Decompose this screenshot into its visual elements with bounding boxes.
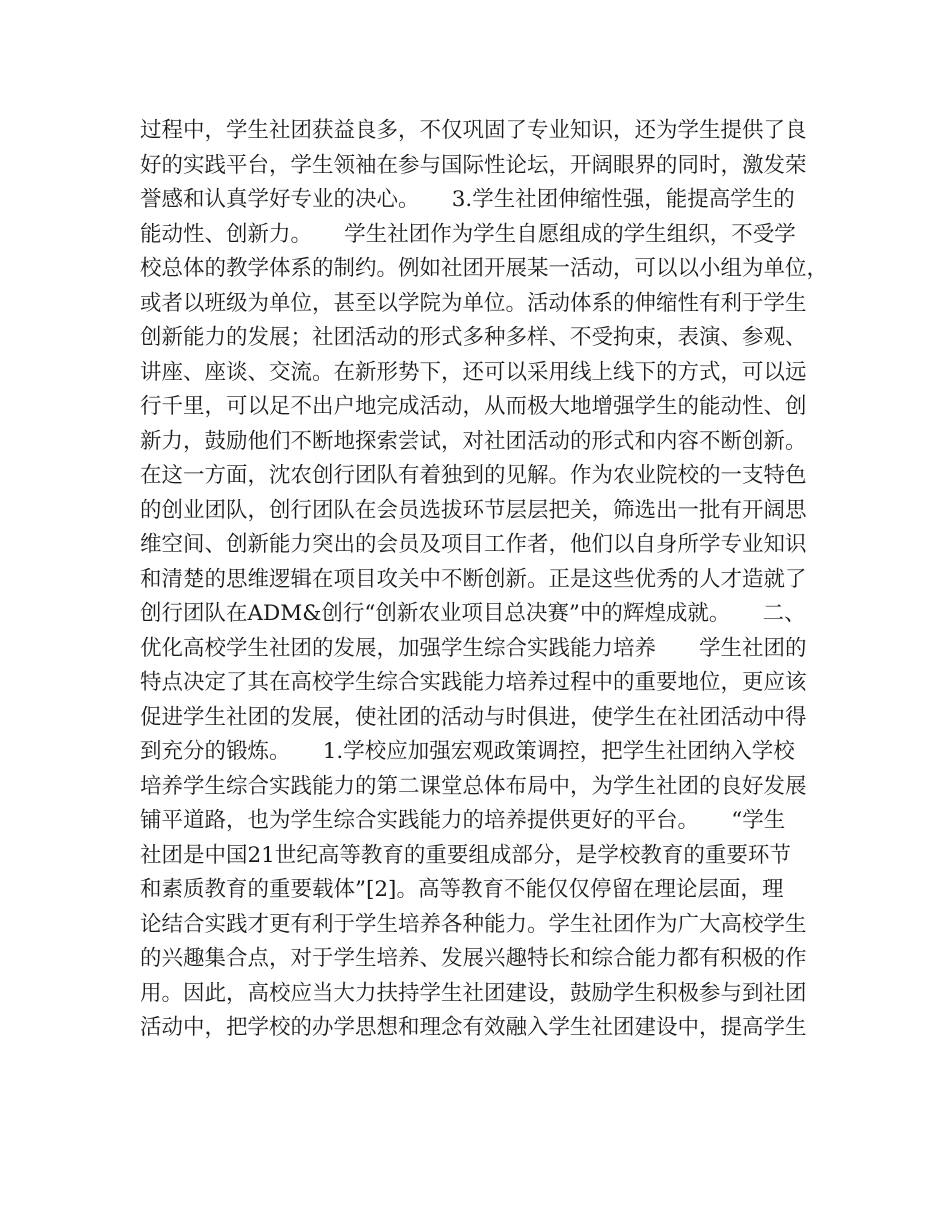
text-line: 校总体的教学体系的制约。例如社团开展某一活动，可以以小组为单位， bbox=[140, 256, 829, 281]
text-line: 用。因此，高校应当大力扶持学生社团建设，鼓励学生积极参与到社团 bbox=[140, 980, 807, 1006]
text-line: 的创业团队，创行团队在会员选拔环节层层把关，筛选出一批有开阔思 bbox=[140, 497, 807, 523]
text-line: 和清楚的思维逻辑在项目攻关中不断创新。正是这些优秀的人才造就了 bbox=[140, 566, 807, 592]
text-line: 的兴趣集合点，对于学生培养、发展兴趣特长和综合能力都有积极的作 bbox=[140, 946, 807, 971]
text-line: 培养学生综合实践能力的第二课堂总体布局中，为学生社团的良好发展 bbox=[140, 773, 807, 799]
body-text bbox=[140, 114, 829, 1046]
text-line: 维空间、创新能力突出的会员及项目工作者，他们以自身所学专业知识 bbox=[140, 532, 807, 557]
text-line: 铺平道路，也为学生综合实践能力的培养提供更好的平台。 “学生 bbox=[140, 808, 786, 833]
text-line: 和素质教育的重要载体”[2]。高等教育不能仅仅停留在理论层面，理 bbox=[140, 877, 784, 902]
text-line: 优化高校学生社团的发展，加强学生综合实践能力培养 学生社团的 bbox=[140, 635, 807, 661]
text-line: 活动中，把学校的办学思想和理念有效融入学生社团建设中，提高学生 bbox=[140, 1015, 807, 1040]
text-line: 誉感和认真学好专业的决心。 3.学生社团伸缩性强，能提高学生的 bbox=[140, 187, 795, 212]
text-line: 特点决定了其在高校学生综合实践能力培养过程中的重要地位，更应该 bbox=[140, 670, 807, 695]
text-line: 创新能力的发展；社团活动的形式多种多样、不受拘束，表演、参观、 bbox=[140, 325, 807, 350]
text-line: 论结合实践才更有利于学生培养各种能力。学生社团作为广大高校学生 bbox=[140, 911, 807, 937]
text-line: 在这一方面，沈农创行团队有着独到的见解。作为农业院校的一支特色 bbox=[140, 463, 807, 488]
text-line: 讲座、座谈、交流。在新形势下，还可以采用线上线下的方式，可以远 bbox=[140, 359, 807, 385]
text-line: 创行团队在ADM&创行“创新农业项目总决赛”中的辉煌成就。 二、 bbox=[140, 601, 806, 626]
text-line: 到充分的锻炼。 1.学校应加强宏观政策调控，把学生社团纳入学校 bbox=[140, 739, 795, 764]
text-line: 新力，鼓励他们不断地探索尝试，对社团活动的形式和内容不断创新。 bbox=[140, 428, 807, 454]
text-line: 过程中，学生社团获益良多，不仅巩固了专业知识，还为学生提供了良 bbox=[140, 118, 807, 143]
text-line: 或者以班级为单位，甚至以学院为单位。活动体系的伸缩性有利于学生 bbox=[140, 290, 807, 316]
text-line: 能动性、创新力。 学生社团作为学生自愿组成的学生组织，不受学 bbox=[140, 221, 796, 247]
text-line: 社团是中国21世纪高等教育的重要组成部分，是学校教育的重要环节 bbox=[140, 842, 791, 868]
text-line: 促进学生社团的发展，使社团的活动与时俱进，使学生在社团活动中得 bbox=[140, 704, 807, 730]
text-line: 好的实践平台，学生领袖在参与国际性论坛，开阔眼界的同时，激发荣 bbox=[140, 152, 807, 178]
text-line: 行千里，可以足不出户地完成活动，从而极大地增强学生的能动性、创 bbox=[140, 394, 807, 419]
